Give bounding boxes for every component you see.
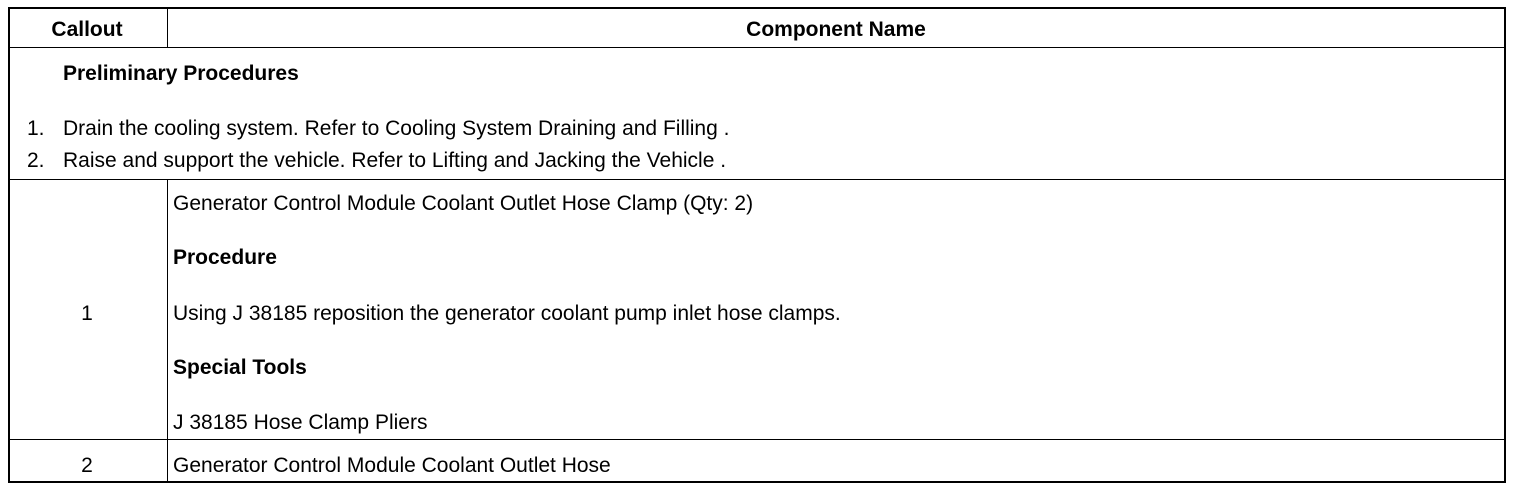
row-component-name: Generator Control Module Coolant Outlet Hose	[173, 454, 611, 477]
column-divider-rows	[167, 179, 168, 483]
row-callout: 1	[81, 302, 93, 325]
header-component-name: Component Name	[746, 18, 926, 41]
row-component-name: Generator Control Module Coolant Outlet Hose Clamp (Qty: 2)	[173, 192, 754, 215]
components-table	[8, 7, 1506, 483]
procedure-text: Using J 38185 reposition the generator coolant pump inlet hose clamps.	[173, 302, 841, 325]
column-divider-header	[167, 9, 168, 47]
step-number: 2.	[27, 149, 45, 172]
step-text: Drain the cooling system. Refer to Cooling System Draining and Filling .	[63, 117, 730, 140]
special-tools-text: J 38185 Hose Clamp Pliers	[173, 411, 428, 434]
preliminary-divider	[10, 179, 1504, 180]
step-text: Raise and support the vehicle. Refer to Lifting and Jacking the Vehicle .	[63, 149, 727, 172]
preliminary-title: Preliminary Procedures	[63, 62, 299, 85]
header-divider	[10, 47, 1504, 48]
header-callout: Callout	[51, 18, 123, 41]
special-tools-heading: Special Tools	[173, 356, 307, 379]
procedure-heading: Procedure	[173, 246, 277, 269]
step-number: 1.	[27, 117, 45, 140]
row-divider	[10, 439, 1504, 440]
row-callout: 2	[81, 454, 93, 477]
